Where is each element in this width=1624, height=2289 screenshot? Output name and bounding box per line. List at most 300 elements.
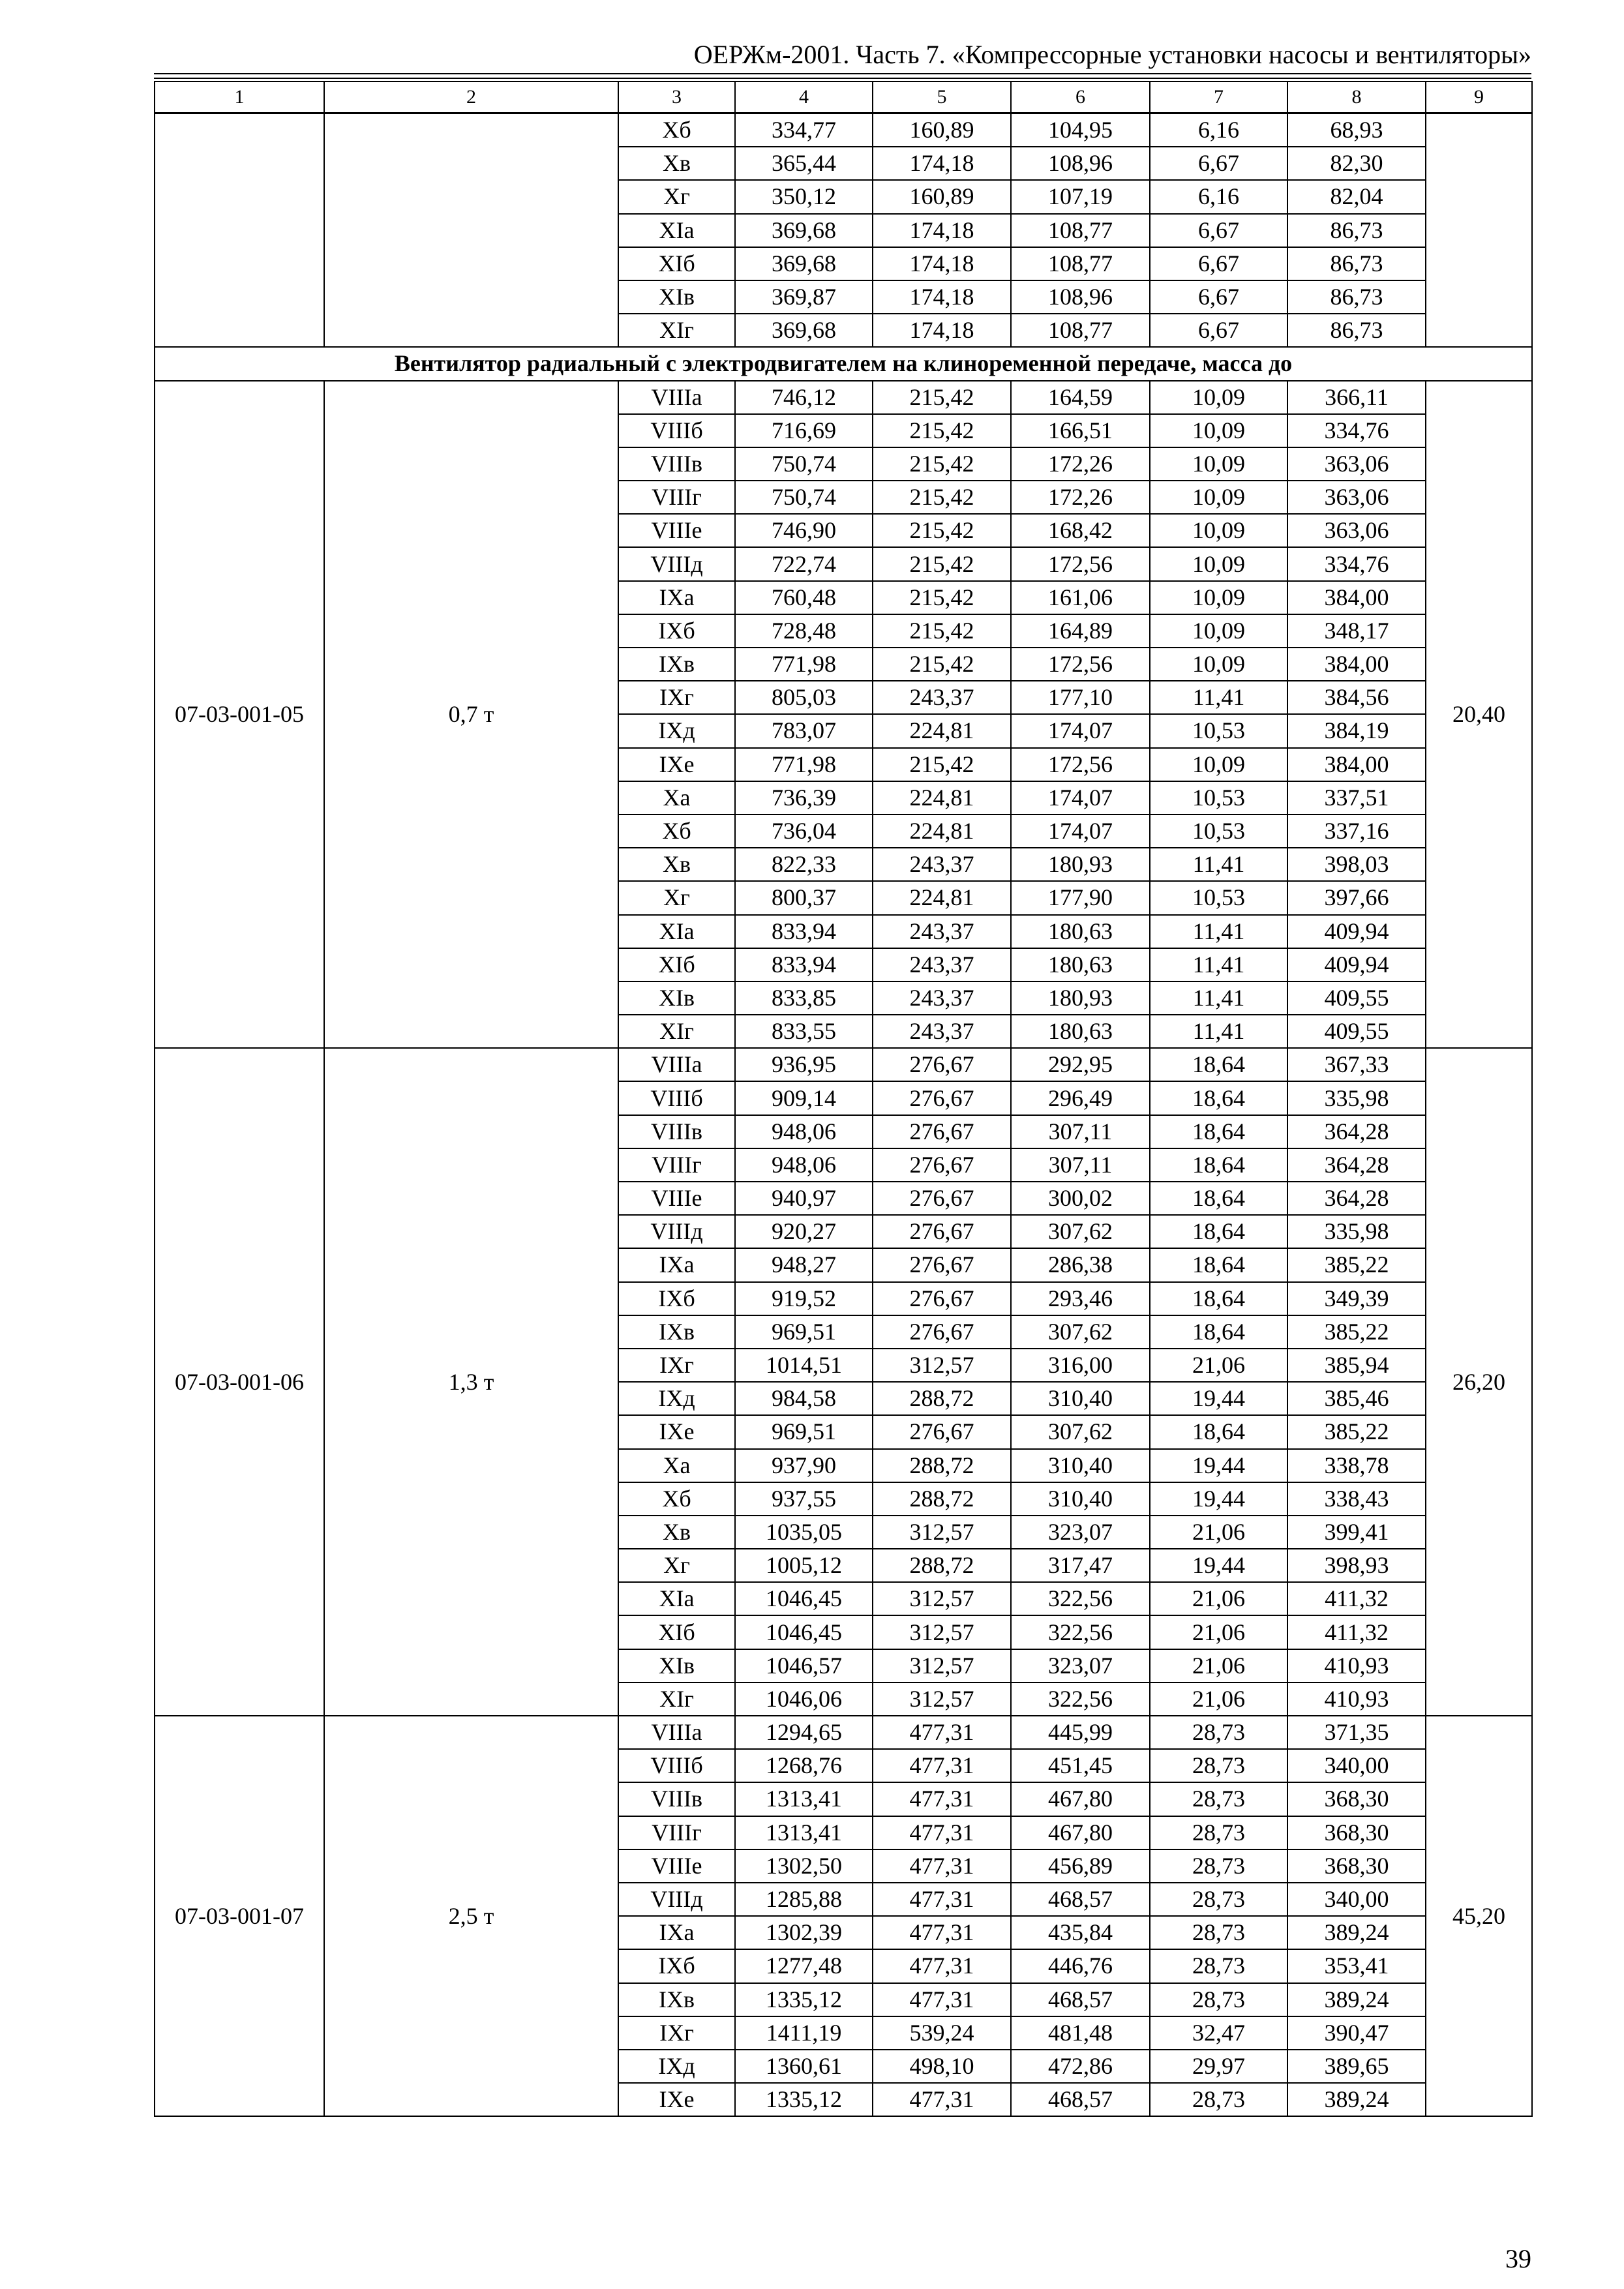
col6-value: 481,48 bbox=[1011, 2016, 1150, 2050]
col4-value: 1046,06 bbox=[735, 1683, 873, 1716]
col6-value: 172,26 bbox=[1011, 481, 1150, 514]
table-row bbox=[155, 1048, 1532, 1081]
resource-group: XIа bbox=[618, 1582, 735, 1615]
header-rule bbox=[154, 73, 1531, 74]
col6-value: 180,93 bbox=[1011, 981, 1150, 1015]
resource-group: VIIIг bbox=[618, 1816, 735, 1849]
col4-value: 1313,41 bbox=[735, 1782, 873, 1816]
col7-value: 21,06 bbox=[1150, 1683, 1287, 1716]
resource-group: Хв bbox=[618, 1516, 735, 1549]
column-number: 1 bbox=[155, 82, 324, 113]
col8-value: 337,51 bbox=[1287, 781, 1426, 815]
col5-value: 477,31 bbox=[873, 1883, 1011, 1916]
col4-value: 1335,12 bbox=[735, 1983, 873, 2016]
col5-value: 276,67 bbox=[873, 1182, 1011, 1215]
col4-value: 833,55 bbox=[735, 1015, 873, 1048]
col5-value: 174,18 bbox=[873, 214, 1011, 247]
resource-group: IXе bbox=[618, 748, 735, 781]
col8-value: 411,32 bbox=[1287, 1582, 1426, 1615]
column-number-row bbox=[155, 82, 1532, 113]
col8-value: 368,30 bbox=[1287, 1816, 1426, 1849]
col7-value: 11,41 bbox=[1150, 948, 1287, 981]
col5-value: 276,67 bbox=[873, 1282, 1011, 1315]
col5-value: 224,81 bbox=[873, 815, 1011, 848]
col7-value: 19,44 bbox=[1150, 1382, 1287, 1415]
resource-group: VIIIд bbox=[618, 1215, 735, 1248]
resource-group: VIIIв bbox=[618, 447, 735, 481]
col4-value: 369,68 bbox=[735, 214, 873, 247]
col4-value: 919,52 bbox=[735, 1282, 873, 1315]
rate-code: 07-03-001-07 bbox=[155, 1716, 324, 2116]
col6-value: 108,77 bbox=[1011, 247, 1150, 280]
col6-value: 172,56 bbox=[1011, 648, 1150, 681]
col7-value: 18,64 bbox=[1150, 1182, 1287, 1215]
col6-value: 472,86 bbox=[1011, 2050, 1150, 2083]
col7-value: 10,09 bbox=[1150, 447, 1287, 481]
resource-group: XIг bbox=[618, 1683, 735, 1716]
col7-value: 10,53 bbox=[1150, 714, 1287, 747]
col7-value: 10,53 bbox=[1150, 781, 1287, 815]
resource-group: Хв bbox=[618, 848, 735, 881]
col8-value: 68,93 bbox=[1287, 113, 1426, 147]
col8-value: 384,56 bbox=[1287, 681, 1426, 714]
resource-group: VIIIа bbox=[618, 1048, 735, 1081]
col5-value: 243,37 bbox=[873, 948, 1011, 981]
resource-group: VIIIб bbox=[618, 1749, 735, 1782]
col8-value: 340,00 bbox=[1287, 1883, 1426, 1916]
col4-value: 1335,12 bbox=[735, 2083, 873, 2116]
resource-group: XIв bbox=[618, 280, 735, 314]
col5-value: 276,67 bbox=[873, 1215, 1011, 1248]
col6-value: 293,46 bbox=[1011, 1282, 1150, 1315]
resource-group: VIIIд bbox=[618, 1883, 735, 1916]
resource-group: Хг bbox=[618, 1549, 735, 1582]
col4-value: 969,51 bbox=[735, 1315, 873, 1349]
col6-value: 323,07 bbox=[1011, 1649, 1150, 1683]
col4-value: 1285,88 bbox=[735, 1883, 873, 1916]
col6-value: 322,56 bbox=[1011, 1582, 1150, 1615]
section-title: Вентилятор радиальный с электродвигателем на клиноременной передаче, масса до bbox=[155, 347, 1532, 380]
col6-value: 307,11 bbox=[1011, 1115, 1150, 1148]
col8-value: 364,28 bbox=[1287, 1148, 1426, 1182]
col4-value: 728,48 bbox=[735, 614, 873, 648]
col7-value: 11,41 bbox=[1150, 848, 1287, 881]
col6-value: 180,63 bbox=[1011, 948, 1150, 981]
col8-value: 409,55 bbox=[1287, 1015, 1426, 1048]
column-number: 8 bbox=[1287, 82, 1426, 113]
col5-value: 477,31 bbox=[873, 1949, 1011, 1982]
resource-group: IXе bbox=[618, 2083, 735, 2116]
col7-value: 10,09 bbox=[1150, 547, 1287, 580]
col4-value: 369,68 bbox=[735, 314, 873, 347]
col5-value: 276,67 bbox=[873, 1415, 1011, 1448]
resource-group: Хб bbox=[618, 1482, 735, 1516]
col5-value: 477,31 bbox=[873, 1749, 1011, 1782]
description-cell-empty bbox=[324, 113, 618, 348]
resource-group: IXб bbox=[618, 1949, 735, 1982]
col5-value: 215,42 bbox=[873, 414, 1011, 447]
col8-value: 411,32 bbox=[1287, 1615, 1426, 1649]
col4-value: 936,95 bbox=[735, 1048, 873, 1081]
col5-value: 312,57 bbox=[873, 1516, 1011, 1549]
col9-value: 45,20 bbox=[1426, 1716, 1532, 2116]
col5-value: 215,42 bbox=[873, 614, 1011, 648]
col7-value: 18,64 bbox=[1150, 1215, 1287, 1248]
col4-value: 1014,51 bbox=[735, 1349, 873, 1382]
col8-value: 86,73 bbox=[1287, 247, 1426, 280]
col5-value: 288,72 bbox=[873, 1382, 1011, 1415]
col4-value: 948,06 bbox=[735, 1148, 873, 1182]
col7-value: 11,41 bbox=[1150, 981, 1287, 1015]
col7-value: 6,67 bbox=[1150, 314, 1287, 347]
col7-value: 6,67 bbox=[1150, 214, 1287, 247]
col8-value: 335,98 bbox=[1287, 1215, 1426, 1248]
col8-value: 337,16 bbox=[1287, 815, 1426, 848]
col7-value: 18,64 bbox=[1150, 1081, 1287, 1115]
col5-value: 312,57 bbox=[873, 1683, 1011, 1716]
col7-value: 10,09 bbox=[1150, 648, 1287, 681]
col6-value: 172,56 bbox=[1011, 547, 1150, 580]
resource-group: XIб bbox=[618, 247, 735, 280]
col4-value: 1005,12 bbox=[735, 1549, 873, 1582]
resource-group: Ха bbox=[618, 781, 735, 815]
rates-table bbox=[154, 81, 1533, 2117]
col8-value: 389,24 bbox=[1287, 1916, 1426, 1949]
col7-value: 10,09 bbox=[1150, 481, 1287, 514]
col8-value: 334,76 bbox=[1287, 547, 1426, 580]
col8-value: 353,41 bbox=[1287, 1949, 1426, 1982]
col8-value: 389,24 bbox=[1287, 2083, 1426, 2116]
col4-value: 369,87 bbox=[735, 280, 873, 314]
resource-group: Ха bbox=[618, 1449, 735, 1482]
col6-value: 468,57 bbox=[1011, 1883, 1150, 1916]
col7-value: 11,41 bbox=[1150, 1015, 1287, 1048]
col4-value: 736,39 bbox=[735, 781, 873, 815]
col8-value: 398,03 bbox=[1287, 848, 1426, 881]
col4-value: 1268,76 bbox=[735, 1749, 873, 1782]
col4-value: 948,27 bbox=[735, 1248, 873, 1281]
col4-value: 948,06 bbox=[735, 1115, 873, 1148]
col8-value: 384,00 bbox=[1287, 748, 1426, 781]
col7-value: 18,64 bbox=[1150, 1048, 1287, 1081]
resource-group: IXб bbox=[618, 614, 735, 648]
col8-value: 82,30 bbox=[1287, 147, 1426, 180]
col8-value: 409,94 bbox=[1287, 915, 1426, 948]
col5-value: 243,37 bbox=[873, 1015, 1011, 1048]
col7-value: 11,41 bbox=[1150, 681, 1287, 714]
resource-group: IXг bbox=[618, 681, 735, 714]
col8-value: 363,06 bbox=[1287, 514, 1426, 547]
col5-value: 215,42 bbox=[873, 381, 1011, 414]
col7-value: 10,09 bbox=[1150, 748, 1287, 781]
column-number: 6 bbox=[1011, 82, 1150, 113]
col8-value: 368,30 bbox=[1287, 1849, 1426, 1883]
col8-value: 384,00 bbox=[1287, 581, 1426, 614]
col6-value: 164,89 bbox=[1011, 614, 1150, 648]
col4-value: 760,48 bbox=[735, 581, 873, 614]
col6-value: 177,10 bbox=[1011, 681, 1150, 714]
col8-value: 86,73 bbox=[1287, 280, 1426, 314]
col5-value: 477,31 bbox=[873, 2083, 1011, 2116]
col8-value: 86,73 bbox=[1287, 214, 1426, 247]
col7-value: 10,09 bbox=[1150, 414, 1287, 447]
col7-value: 28,73 bbox=[1150, 1816, 1287, 1849]
col8-value: 398,93 bbox=[1287, 1549, 1426, 1582]
col9-value: 20,40 bbox=[1426, 381, 1532, 1049]
col4-value: 833,94 bbox=[735, 948, 873, 981]
col5-value: 276,67 bbox=[873, 1048, 1011, 1081]
resource-group: IXг bbox=[618, 2016, 735, 2050]
col8-value: 371,35 bbox=[1287, 1716, 1426, 1749]
col6-value: 322,56 bbox=[1011, 1683, 1150, 1716]
col4-value: 1411,19 bbox=[735, 2016, 873, 2050]
col5-value: 276,67 bbox=[873, 1081, 1011, 1115]
col6-value: 108,96 bbox=[1011, 147, 1150, 180]
table-body bbox=[155, 113, 1532, 2117]
col7-value: 18,64 bbox=[1150, 1248, 1287, 1281]
col4-value: 940,97 bbox=[735, 1182, 873, 1215]
col6-value: 180,63 bbox=[1011, 915, 1150, 948]
header-rule bbox=[154, 78, 1531, 79]
col7-value: 18,64 bbox=[1150, 1148, 1287, 1182]
col6-value: 166,51 bbox=[1011, 414, 1150, 447]
col8-value: 384,00 bbox=[1287, 648, 1426, 681]
col7-value: 10,09 bbox=[1150, 614, 1287, 648]
col8-value: 410,93 bbox=[1287, 1649, 1426, 1683]
col7-value: 18,64 bbox=[1150, 1415, 1287, 1448]
column-number: 5 bbox=[873, 82, 1011, 113]
col7-value: 28,73 bbox=[1150, 1983, 1287, 2016]
col6-value: 445,99 bbox=[1011, 1716, 1150, 1749]
col6-value: 174,07 bbox=[1011, 815, 1150, 848]
resource-group: XIб bbox=[618, 1615, 735, 1649]
col7-value: 21,06 bbox=[1150, 1582, 1287, 1615]
col4-value: 822,33 bbox=[735, 848, 873, 881]
col5-value: 243,37 bbox=[873, 981, 1011, 1015]
code-cell-empty bbox=[155, 113, 324, 348]
col4-value: 1046,57 bbox=[735, 1649, 873, 1683]
mass-value: 0,7 т bbox=[324, 381, 618, 1049]
col7-value: 6,16 bbox=[1150, 113, 1287, 147]
col8-value: 364,28 bbox=[1287, 1182, 1426, 1215]
col6-value: 107,19 bbox=[1011, 180, 1150, 213]
col8-value: 385,22 bbox=[1287, 1248, 1426, 1281]
col8-value: 409,94 bbox=[1287, 948, 1426, 981]
col8-value: 338,78 bbox=[1287, 1449, 1426, 1482]
col4-value: 920,27 bbox=[735, 1215, 873, 1248]
col5-value: 477,31 bbox=[873, 1816, 1011, 1849]
col6-value: 316,00 bbox=[1011, 1349, 1150, 1382]
resource-group: XIг bbox=[618, 314, 735, 347]
col5-value: 498,10 bbox=[873, 2050, 1011, 2083]
col6-value: 300,02 bbox=[1011, 1182, 1150, 1215]
col6-value: 161,06 bbox=[1011, 581, 1150, 614]
col8-value: 364,28 bbox=[1287, 1115, 1426, 1148]
col7-value: 28,73 bbox=[1150, 1849, 1287, 1883]
resource-group: IXд bbox=[618, 714, 735, 747]
col7-value: 10,09 bbox=[1150, 381, 1287, 414]
col7-value: 18,64 bbox=[1150, 1115, 1287, 1148]
col6-value: 174,07 bbox=[1011, 714, 1150, 747]
col8-value: 334,76 bbox=[1287, 414, 1426, 447]
col5-value: 174,18 bbox=[873, 247, 1011, 280]
col7-value: 10,53 bbox=[1150, 815, 1287, 848]
col9-cell-empty bbox=[1426, 113, 1532, 348]
col6-value: 317,47 bbox=[1011, 1549, 1150, 1582]
col8-value: 385,94 bbox=[1287, 1349, 1426, 1382]
col7-value: 19,44 bbox=[1150, 1449, 1287, 1482]
resource-group: VIIIа bbox=[618, 381, 735, 414]
col5-value: 224,81 bbox=[873, 881, 1011, 914]
resource-group: IXе bbox=[618, 1415, 735, 1448]
col6-value: 468,57 bbox=[1011, 2083, 1150, 2116]
column-number: 3 bbox=[618, 82, 735, 113]
col4-value: 365,44 bbox=[735, 147, 873, 180]
resource-group: IXв bbox=[618, 1315, 735, 1349]
col6-value: 108,77 bbox=[1011, 314, 1150, 347]
col5-value: 288,72 bbox=[873, 1549, 1011, 1582]
col4-value: 833,94 bbox=[735, 915, 873, 948]
resource-group: VIIIе bbox=[618, 1849, 735, 1883]
resource-group: VIIIе bbox=[618, 1182, 735, 1215]
col7-value: 6,67 bbox=[1150, 147, 1287, 180]
resource-group: XIв bbox=[618, 981, 735, 1015]
col9-value: 26,20 bbox=[1426, 1048, 1532, 1716]
col8-value: 384,19 bbox=[1287, 714, 1426, 747]
col8-value: 349,39 bbox=[1287, 1282, 1426, 1315]
col4-value: 722,74 bbox=[735, 547, 873, 580]
col6-value: 168,42 bbox=[1011, 514, 1150, 547]
col8-value: 409,55 bbox=[1287, 981, 1426, 1015]
resource-group: XIа bbox=[618, 214, 735, 247]
resource-group: VIIIг bbox=[618, 481, 735, 514]
col5-value: 276,67 bbox=[873, 1248, 1011, 1281]
resource-group: VIIIе bbox=[618, 514, 735, 547]
resource-group: VIIIд bbox=[618, 547, 735, 580]
col6-value: 468,57 bbox=[1011, 1983, 1150, 2016]
col6-value: 177,90 bbox=[1011, 881, 1150, 914]
col4-value: 369,68 bbox=[735, 247, 873, 280]
col5-value: 215,42 bbox=[873, 481, 1011, 514]
col7-value: 21,06 bbox=[1150, 1649, 1287, 1683]
col4-value: 771,98 bbox=[735, 748, 873, 781]
col8-value: 363,06 bbox=[1287, 447, 1426, 481]
col6-value: 307,62 bbox=[1011, 1215, 1150, 1248]
page-header-title: ОЕРЖм-2001. Часть 7. «Компрессорные установки насосы и вентиляторы» bbox=[693, 40, 1531, 69]
col6-value: 323,07 bbox=[1011, 1516, 1150, 1549]
resource-group: IXб bbox=[618, 1282, 735, 1315]
col7-value: 32,47 bbox=[1150, 2016, 1287, 2050]
col4-value: 1302,50 bbox=[735, 1849, 873, 1883]
col7-value: 21,06 bbox=[1150, 1615, 1287, 1649]
col8-value: 390,47 bbox=[1287, 2016, 1426, 2050]
col4-value: 771,98 bbox=[735, 648, 873, 681]
col7-value: 28,73 bbox=[1150, 2083, 1287, 2116]
col6-value: 108,96 bbox=[1011, 280, 1150, 314]
col6-value: 180,93 bbox=[1011, 848, 1150, 881]
col5-value: 477,31 bbox=[873, 1849, 1011, 1883]
resource-group: Хг bbox=[618, 180, 735, 213]
col6-value: 286,38 bbox=[1011, 1248, 1150, 1281]
col8-value: 338,43 bbox=[1287, 1482, 1426, 1516]
col4-value: 805,03 bbox=[735, 681, 873, 714]
resource-group: IXг bbox=[618, 1349, 735, 1382]
col5-value: 215,42 bbox=[873, 581, 1011, 614]
col4-value: 783,07 bbox=[735, 714, 873, 747]
resource-group: VIIIв bbox=[618, 1782, 735, 1816]
col4-value: 1313,41 bbox=[735, 1816, 873, 1849]
col8-value: 366,11 bbox=[1287, 381, 1426, 414]
col6-value: 172,26 bbox=[1011, 447, 1150, 481]
resource-group: Хв bbox=[618, 147, 735, 180]
col5-value: 477,31 bbox=[873, 1916, 1011, 1949]
col8-value: 385,46 bbox=[1287, 1382, 1426, 1415]
section-row bbox=[155, 347, 1532, 380]
col5-value: 215,42 bbox=[873, 648, 1011, 681]
col6-value: 467,80 bbox=[1011, 1782, 1150, 1816]
col7-value: 18,64 bbox=[1150, 1315, 1287, 1349]
col4-value: 1046,45 bbox=[735, 1615, 873, 1649]
resource-group: IXв bbox=[618, 648, 735, 681]
col6-value: 307,62 bbox=[1011, 1415, 1150, 1448]
col4-value: 750,74 bbox=[735, 447, 873, 481]
col6-value: 180,63 bbox=[1011, 1015, 1150, 1048]
col7-value: 28,73 bbox=[1150, 1782, 1287, 1816]
col7-value: 21,06 bbox=[1150, 1349, 1287, 1382]
col6-value: 322,56 bbox=[1011, 1615, 1150, 1649]
col5-value: 174,18 bbox=[873, 147, 1011, 180]
col7-value: 28,73 bbox=[1150, 1916, 1287, 1949]
col8-value: 367,33 bbox=[1287, 1048, 1426, 1081]
resource-group: IXд bbox=[618, 2050, 735, 2083]
col4-value: 969,51 bbox=[735, 1415, 873, 1448]
col7-value: 6,67 bbox=[1150, 280, 1287, 314]
col8-value: 368,30 bbox=[1287, 1782, 1426, 1816]
col8-value: 363,06 bbox=[1287, 481, 1426, 514]
col8-value: 385,22 bbox=[1287, 1315, 1426, 1349]
col7-value: 28,73 bbox=[1150, 1949, 1287, 1982]
table-row bbox=[155, 381, 1532, 414]
col5-value: 477,31 bbox=[873, 1716, 1011, 1749]
col4-value: 1277,48 bbox=[735, 1949, 873, 1982]
col8-value: 389,65 bbox=[1287, 2050, 1426, 2083]
col5-value: 174,18 bbox=[873, 280, 1011, 314]
column-number: 2 bbox=[324, 82, 618, 113]
col4-value: 833,85 bbox=[735, 981, 873, 1015]
col6-value: 296,49 bbox=[1011, 1081, 1150, 1115]
col7-value: 18,64 bbox=[1150, 1282, 1287, 1315]
resource-group: VIIIб bbox=[618, 414, 735, 447]
col4-value: 350,12 bbox=[735, 180, 873, 213]
resource-group: IXв bbox=[618, 1983, 735, 2016]
resource-group: IXа bbox=[618, 1248, 735, 1281]
col8-value: 86,73 bbox=[1287, 314, 1426, 347]
col4-value: 1294,65 bbox=[735, 1716, 873, 1749]
col4-value: 909,14 bbox=[735, 1081, 873, 1115]
col7-value: 6,67 bbox=[1150, 247, 1287, 280]
col8-value: 82,04 bbox=[1287, 180, 1426, 213]
col5-value: 160,89 bbox=[873, 180, 1011, 213]
col7-value: 10,53 bbox=[1150, 881, 1287, 914]
col4-value: 937,90 bbox=[735, 1449, 873, 1482]
col7-value: 28,73 bbox=[1150, 1749, 1287, 1782]
resource-group: VIIIб bbox=[618, 1081, 735, 1115]
col5-value: 215,42 bbox=[873, 447, 1011, 481]
col5-value: 312,57 bbox=[873, 1349, 1011, 1382]
col8-value: 410,93 bbox=[1287, 1683, 1426, 1716]
col6-value: 172,56 bbox=[1011, 748, 1150, 781]
col5-value: 215,42 bbox=[873, 748, 1011, 781]
